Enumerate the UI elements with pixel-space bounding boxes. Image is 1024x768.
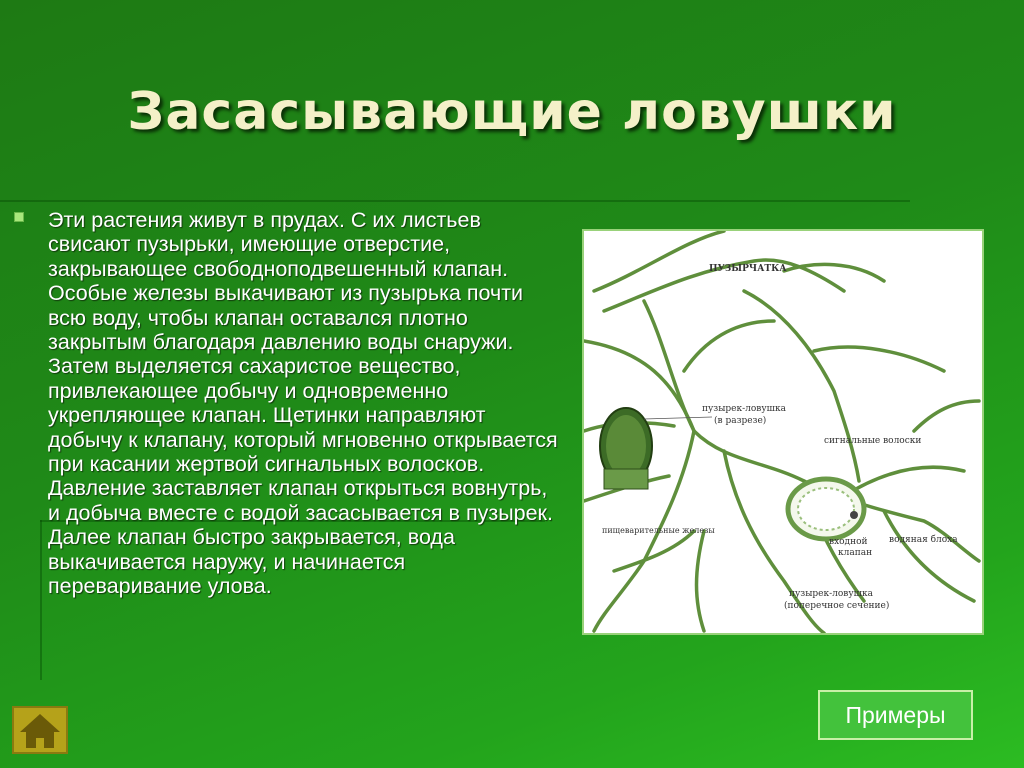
examples-button[interactable]: Примеры bbox=[818, 690, 973, 740]
label-signal-hairs: сигнальные волоски bbox=[824, 436, 922, 446]
decor-line-top bbox=[0, 200, 910, 202]
label-bladder-cross-2: (поперечное сечение) bbox=[784, 601, 890, 611]
bladder-trap-section bbox=[600, 408, 652, 489]
label-bladder-section-1: пузырек-ловушка bbox=[702, 404, 786, 414]
label-digestive-glands: пищеварительные железы bbox=[602, 526, 715, 535]
bladderwort-figure bbox=[582, 229, 984, 635]
home-icon bbox=[14, 708, 66, 752]
label-water-flea: водяная блоха bbox=[889, 535, 958, 545]
body-text: Эти растения живут в прудах. С их листьев свисают пузырьки, имеющие отверстие, закрывающее свободноподвешенный клапан. Особые железы выкачивают из пузырька почти всю воду, чтобы клапан оставался плотно закрытым благодаря давлению воды снаружи. Затем выделяется сахаристое вещество, привлекающее добычу и одновременно укрепляющее клапан. Щетинки направляют добычу к клапану, который мгновенно открывается при касании жертвой сигнальных волосков. Давление заставляет клапан открыться вовнутрь, и добыча вместе с водой засасывается в пузырек. Далее клапан быстро закрывается, вода выкачивается наружу, и начинается переваривание улова. bbox=[48, 208, 558, 599]
label-bladder-section-2: (в разрезе) bbox=[714, 416, 767, 426]
slide-title: Засасывающие ловушки bbox=[127, 82, 897, 142]
label-bladder-cross-1: пузырек-ловушка bbox=[789, 589, 873, 599]
label-inlet-1: входной bbox=[829, 537, 868, 547]
bladderwort-illustration bbox=[584, 231, 982, 633]
figure-heading: ПУЗЫРЧАТКА bbox=[709, 264, 787, 274]
bladder-trap-cross bbox=[788, 479, 864, 539]
bullet-marker bbox=[14, 212, 24, 222]
decor-line-left bbox=[40, 520, 42, 680]
home-button[interactable] bbox=[12, 706, 68, 754]
label-inlet-2: клапан bbox=[838, 548, 873, 558]
